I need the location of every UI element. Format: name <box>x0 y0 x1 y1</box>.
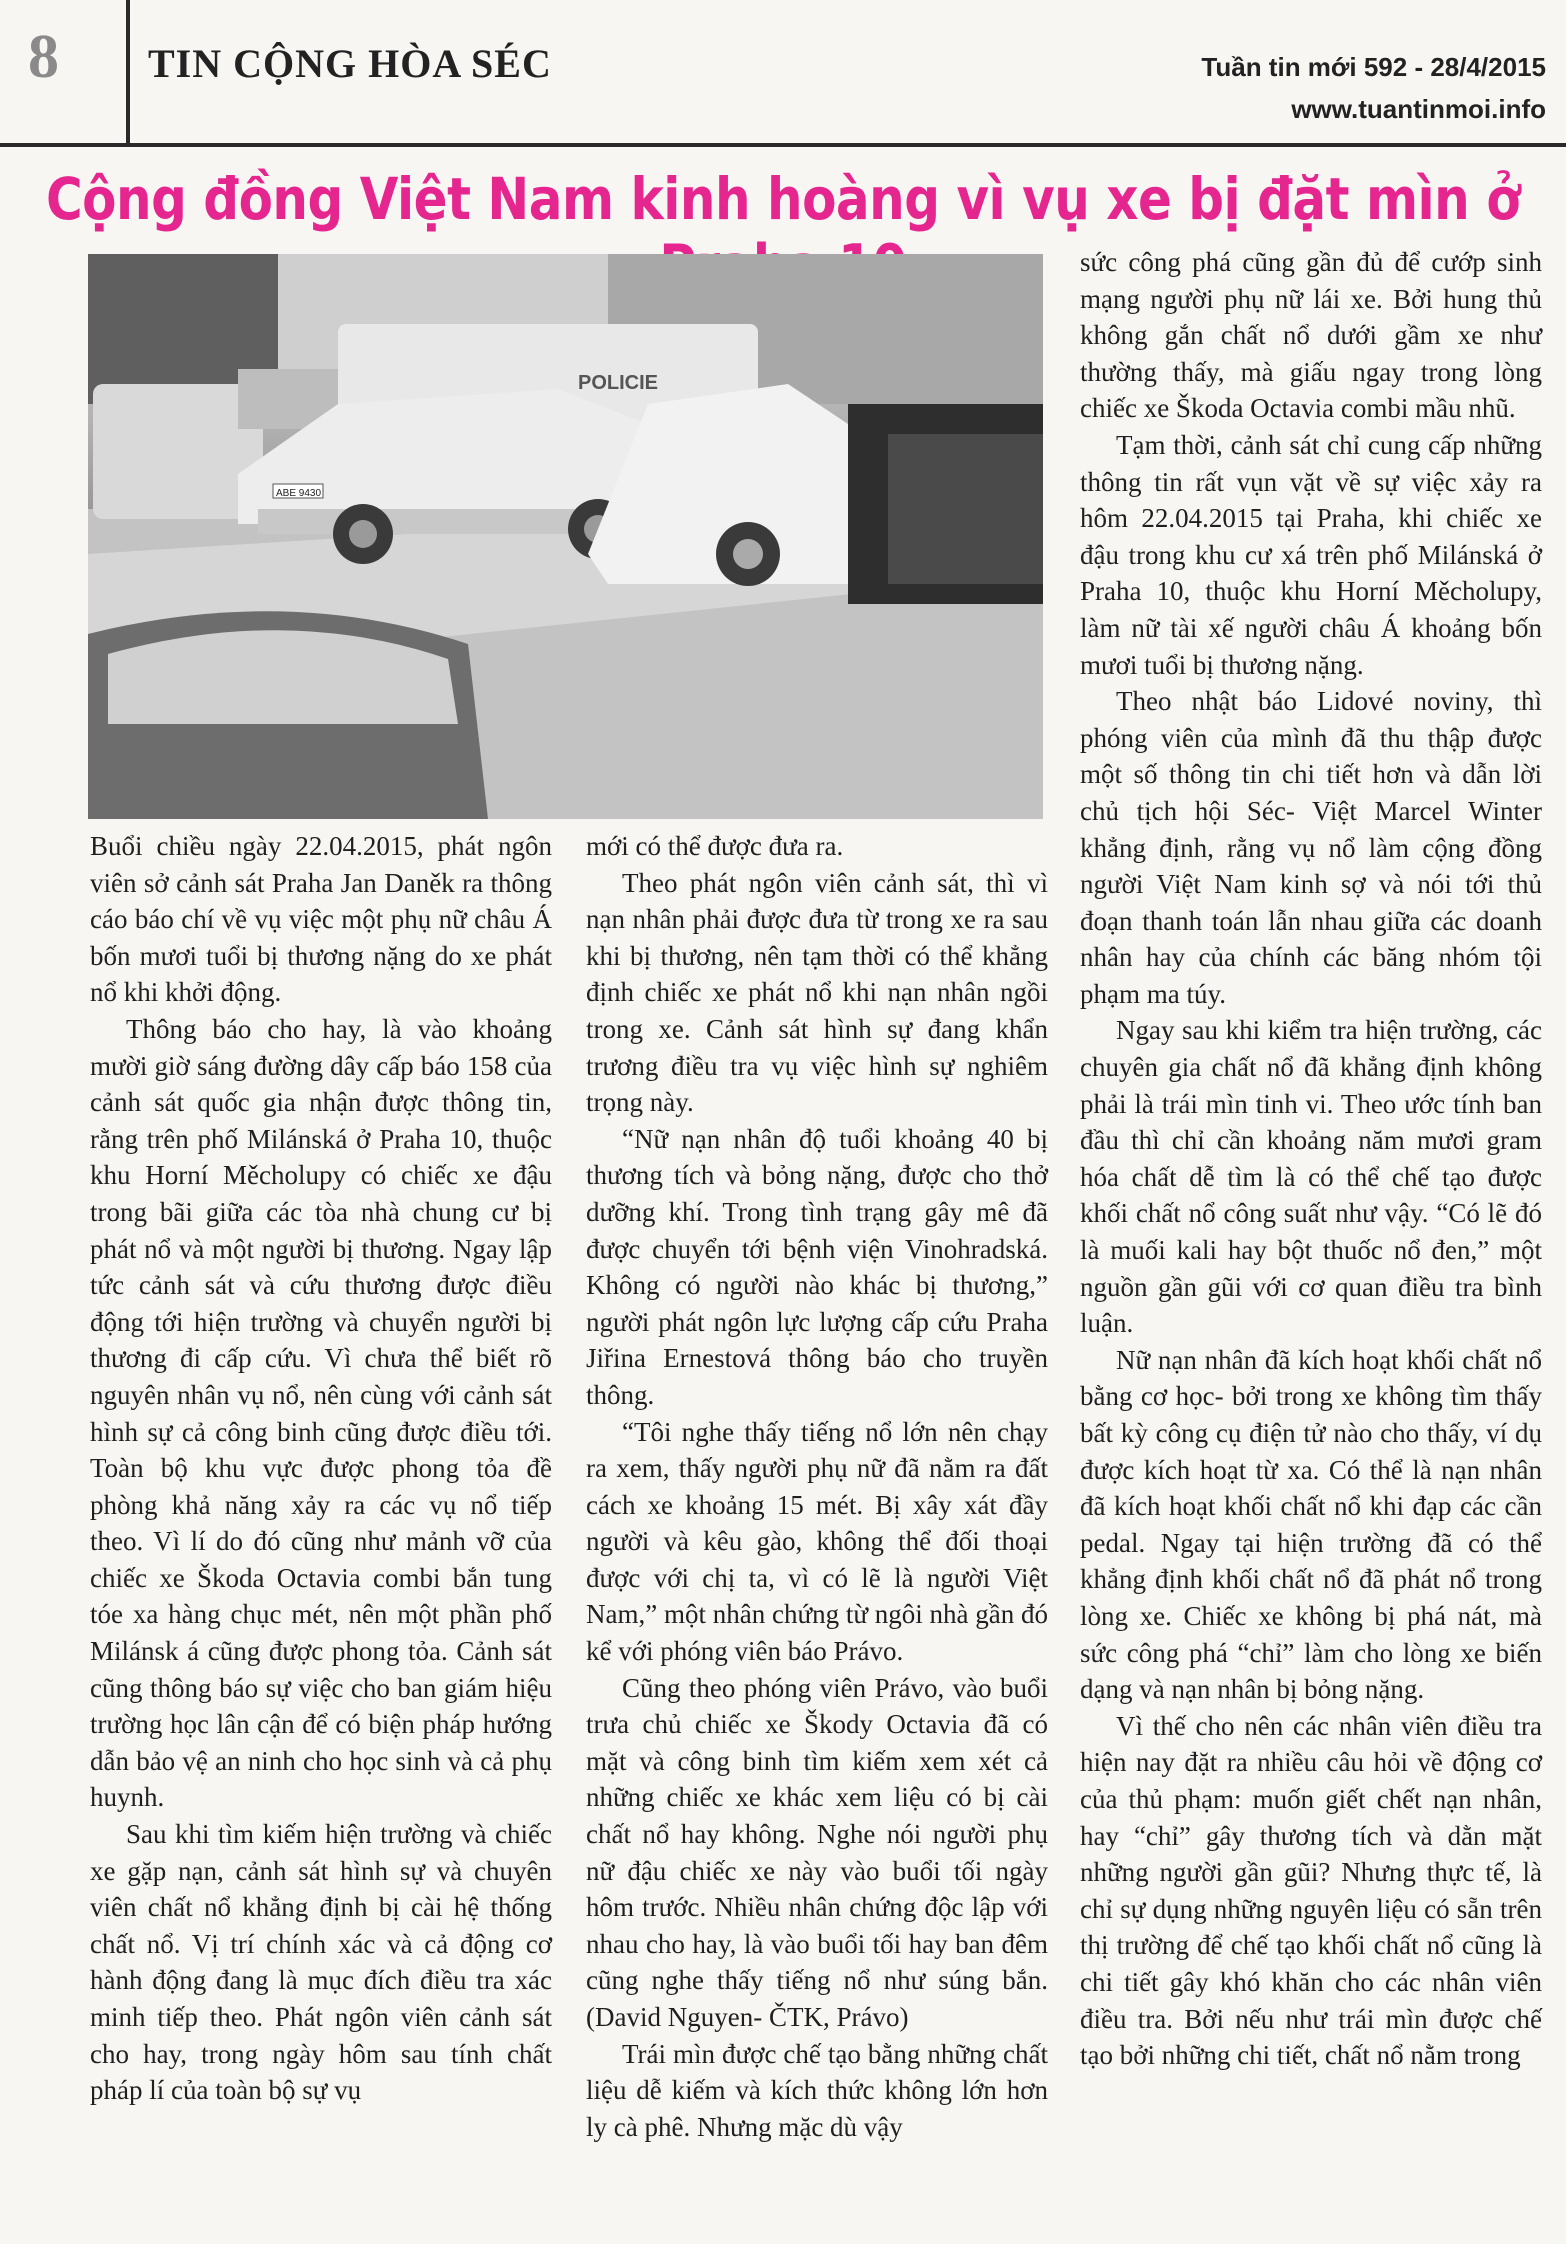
article-column-1 <box>90 828 552 2109</box>
paragraph: Vì thế cho nên các nhân viên điều tra hiện nay đặt ra nhiều câu hỏi về động cơ của thủ phạm: muốn giết chết nạn nhân, hay “chỉ” gây thương tích và dằn mặt những người gần gũi? Nhưng thực tế, là chỉ sự dụng những nguyên liệu có sẵn trên thị trường để chế tạo khối chất nổ cũng là chi tiết gây khó khăn cho các nhân viên điều tra. Bởi nếu như trái mìn được chế tạo bởi những chi tiết, chất nổ nằm trong <box>1080 1710 1542 2071</box>
page-header <box>0 0 1566 146</box>
paragraph: sức công phá cũng gần đủ để cướp sinh mạng người phụ nữ lái xe. Bởi hung thủ không gắn chất nổ dưới gầm xe như thường thấy, mà giấu ngay trong lòng chiếc xe Škoda Octavia combi mầu nhũ. <box>1080 247 1542 424</box>
header-divider <box>126 0 130 146</box>
article-headline: Cộng đồng Việt Nam kinh hoàng vì vụ xe bị đặt mìn ở <box>45 166 1521 233</box>
header-rule <box>0 143 1566 147</box>
paragraph: Thông báo cho hay, là vào khoảng mười giờ sáng đường dây cấp báo 158 của cảnh sát quốc gia nhận được thông tin, rằng trên phố Milánská ở Praha 10, thuộc khu Horní Měcholupy có chiếc xe đậu trong bãi giữa các tòa nhà chung cư bị phát nổ và một người bị thương. Ngay lập tức cảnh sát và cứu thương được điều động tới hiện trường và chuyển người bị thương đi cấp cứu. Vì chưa thể biết rõ nguyên nhân vụ nổ, nên cùng với cảnh sát hình sự cả công binh cũng được điều tới. Toàn bộ khu vực được phong tỏa đề phòng khả năng xảy ra các vụ nổ tiếp theo. Vì lí do đó cũng như mảnh vỡ của chiếc xe Škoda Octavia combi bắn tung tóe xa hàng chục mét, nên một phần phố Milánsk á cũng được phong tỏa. Cảnh sát cũng thông báo sự việc cho ban giám hiệu trường học lân cận để có biện pháp hướng dẫn bảo vệ an ninh cho học sinh và cả phụ huynh. <box>90 1013 552 1813</box>
issue-info <box>1201 46 1546 130</box>
article-photo <box>88 254 1043 819</box>
issue-label: Tuần tin mới 592 - 28/4/2015 <box>1201 52 1546 82</box>
paragraph: mới có thể được đưa ra. <box>586 831 844 861</box>
article-column-2 <box>586 828 1048 2145</box>
paragraph: “Tôi nghe thấy tiếng nổ lớn nên chạy ra xem, thấy người phụ nữ đã nằm ra đất cách xe khoảng 15 mét. Bị xây xát đầy người và kêu gào, không thể đối thoại được với chị ta, vì có lẽ là người Việt Nam,” một nhân chứng từ ngôi nhà gần đó kể với phóng viên báo Právo. <box>586 1416 1048 1667</box>
website-link[interactable]: www.tuantinmoi.info <box>1291 94 1546 124</box>
paragraph: Buổi chiều ngày 22.04.2015, phát ngôn viên sở cảnh sát Praha Jan Daněk ra thông cáo báo chí về vụ việc một phụ nữ châu Á bốn mươi tuổi bị thương nặng do xe phát nổ khi khởi động. <box>90 831 552 1008</box>
car-plate: ABE 9430 <box>276 488 322 499</box>
paragraph: Theo phát ngôn viên cảnh sát, thì vì nạn nhân phải được đưa từ trong xe ra sau khi bị thương, nên tạm thời có thể khẳng định chiếc xe phát nổ khi nạn nhân ngồi trong xe. Cảnh sát hình sự đang khẩn trương điều tra vụ việc hình sự nghiêm trọng này. <box>586 867 1048 1118</box>
paragraph: “Nữ nạn nhân độ tuổi khoảng 40 bị thương tích và bỏng nặng, được cho thở dưỡng khí. Trong tình trạng gây mê đã được chuyển tới bệnh viện Vinohradská. Không có người nào khác bị thương,” người phát ngôn lực lượng cấp cứu Praha Jiřina Ernestová thông báo cho truyền thông. <box>586 1123 1048 1410</box>
paragraph: Theo nhật báo Lidové noviny, thì phóng viên của mình đã thu thập được một số thông tin chi tiết hơn và dẫn lời chủ tịch hội Séc- Việt Marcel Winter khẳng định, rằng vụ nổ làm cộng đồng người Việt Nam kinh sợ và nói tới thủ đoạn thanh toán lẫn nhau giữa các doanh nhân hay của chính các băng nhóm tội phạm ma túy. <box>1080 686 1542 1009</box>
article-column-3 <box>1080 244 1542 2074</box>
section-title: TIN CỘNG HÒA SÉC <box>148 41 552 86</box>
paragraph: Cũng theo phóng viên Právo, vào buổi trưa chủ chiếc xe Škody Octavia đã có mặt và công binh tìm kiếm xem xét cả những chiếc xe khác xem liệu có bị cài chất nổ hay không. Nghe nói người phụ nữ đậu chiếc xe này vào buổi tối ngày hôm trước. Nhiều nhân chứng độc lập với nhau cho hay, là vào buổi tối hay ban đêm cũng nghe thấy tiếng nổ như súng bắn. (David Nguyen- ČTK, Právo) <box>586 1672 1048 2032</box>
paragraph: Tạm thời, cảnh sát chỉ cung cấp những thông tin rất vụn vặt về sự việc xảy ra hôm 22.04.2015 tại Praha, khi chiếc xe đậu trong khu cư xá trên phố Milánská ở Praha 10, thuộc khu Horní Měcholupy, làm nữ tài xế người châu Á khoảng bốn mươi tuổi bị thương nặng. <box>1080 429 1542 680</box>
paragraph: Trái mìn được chế tạo bằng những chất liệu dễ kiếm và kích thức không lớn hơn ly cà phê. Nhưng mặc dù vậy <box>586 2038 1048 2142</box>
paragraph: Sau khi tìm kiếm hiện trường và chiếc xe gặp nạn, cảnh sát hình sự và chuyên viên chất nổ khẳng định bị cài hệ thống chất nổ. Vị trí chính xác và cả động cơ hành động đang là mục đích điều tra xác minh tiếp theo. Phát ngôn viên cảnh sát cho hay, trong ngày hôm sau tính chất pháp lí của toàn bộ sự vụ <box>90 1819 552 2106</box>
paragraph: Nữ nạn nhân đã kích hoạt khối chất nổ bằng cơ học- bởi trong xe không tìm thấy bất kỳ công cụ điện tử nào cho thấy, ví dụ được kích hoạt từ xa. Có thể là nạn nhân đã kích hoạt khối chất nổ khi đạp các cần pedal. Ngay tại hiện trường đã có thể khẳng định khối chất nổ đã phát nổ trong lòng xe. Chiếc xe không bị phá nát, mà sức công phá “chỉ” làm cho lòng xe biến dạng và nạn nhân bị bỏng nặng. <box>1080 1344 1542 1705</box>
page-number: 8 <box>28 23 59 91</box>
paragraph: Ngay sau khi kiểm tra hiện trường, các chuyên gia chất nổ đã khẳng định không phải là trái mìn tinh vi. Theo ước tính ban đầu thì chỉ cần khoảng năm mươi gram hóa chất dễ tìm là có thể chế tạo được khối chất nổ công suất như vậy. “Có lẽ đó là muối kali hay bột thuốc nổ đen,” một nguồn gần gũi với cơ quan điều tra bình luận. <box>1080 1015 1542 1339</box>
car-explosion-photo <box>88 254 1043 819</box>
police-van-text: POLICIE <box>578 372 659 394</box>
